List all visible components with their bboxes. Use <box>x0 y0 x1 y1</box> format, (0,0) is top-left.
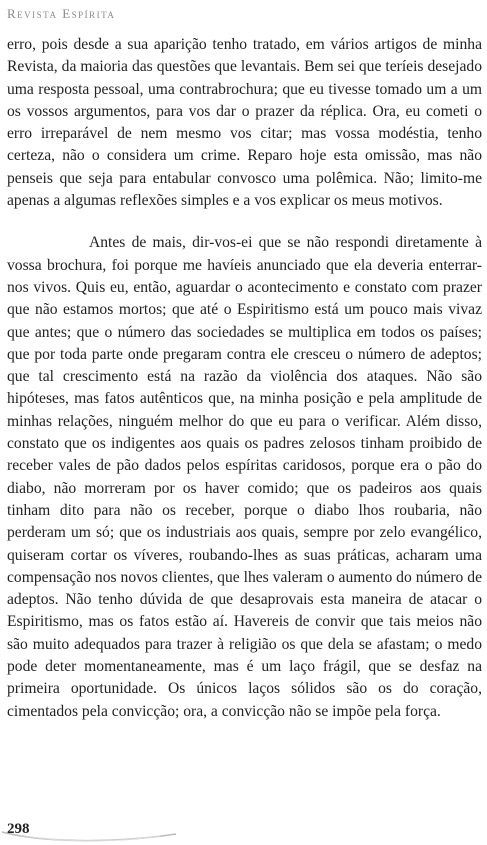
body-text <box>7 34 482 723</box>
paragraph: Antes de mais, dir-vos-ei que se não respondi diretamente à vossa brochura, foi porque me havíeis anunciado que ela deveria enterrar-nos vivos. Quis eu, então, aguardar o acontecimento e constato com prazer que não estamos mortos; que até o Espiritismo está um pouco mais vivaz que antes; que o número das sociedades se multiplica em todos os países; que por toda parte onde pregaram contra ele cresceu o número de adeptos; que tal crescimento está na razão da violência dos ataques. Não são hipóteses, mas fatos autênticos que, na minha posição e pela amplitude de minhas relações, ninguém melhor do que eu para o verificar. Além disso, constato que os indigentes aos quais os padres zelosos tinham proibido de receber vales de pão dados pelos espíritas caridosos, porque era o pão do diabo, não morreram por os haver comido; que os padeiros aos quais tinham dito para não os receber, porque o diabo lhos roubaria, não perderam um só; que os industriais aos quais, sempre por zelo evangélico, quiseram cortar os víveres, roubando-lhes as suas práticas, acharam uma compensação nos novos clientes, que lhes valeram o aumento do número de adeptos. Não tenho dúvida de que desaprovais esta maneira de atacar o Espiritismo, mas os fatos estão aí. Havereis de convir que tais meios não são muito adequados para trazer à religião os que dela se afastam; o medo pode deter momentaneamente, mas é um laço frágil, que se desfaz na primeira oportunidade. Os únicos laços sólidos são os do coração, cimentados pela convicção; ora, a convicção não se impõe pela força. <box>7 234 482 720</box>
paragraph: erro, pois desde a sua aparição tenho tratado, em vários artigos de minha Revista, da maioria das questões que levantais. Bem sei que teríeis desejado uma resposta pessoal, uma contrabrochura; que eu tivesse tomado um a um os vossos argumentos, para vos dar o prazer da réplica. Ora, eu cometi o erro irreparável de nem mesmo vos citar; mas vossa modéstia, tenho certeza, não o considera um crime. Reparo hoje esta omissão, mas não penseis que seja para entabular convosco uma polêmica. Não; limito-me apenas a algumas reflexões simples e a vos explicar os meus motivos. <box>7 36 482 210</box>
page-number: 298 <box>7 821 30 837</box>
running-header: Revista Espírita <box>7 6 116 21</box>
